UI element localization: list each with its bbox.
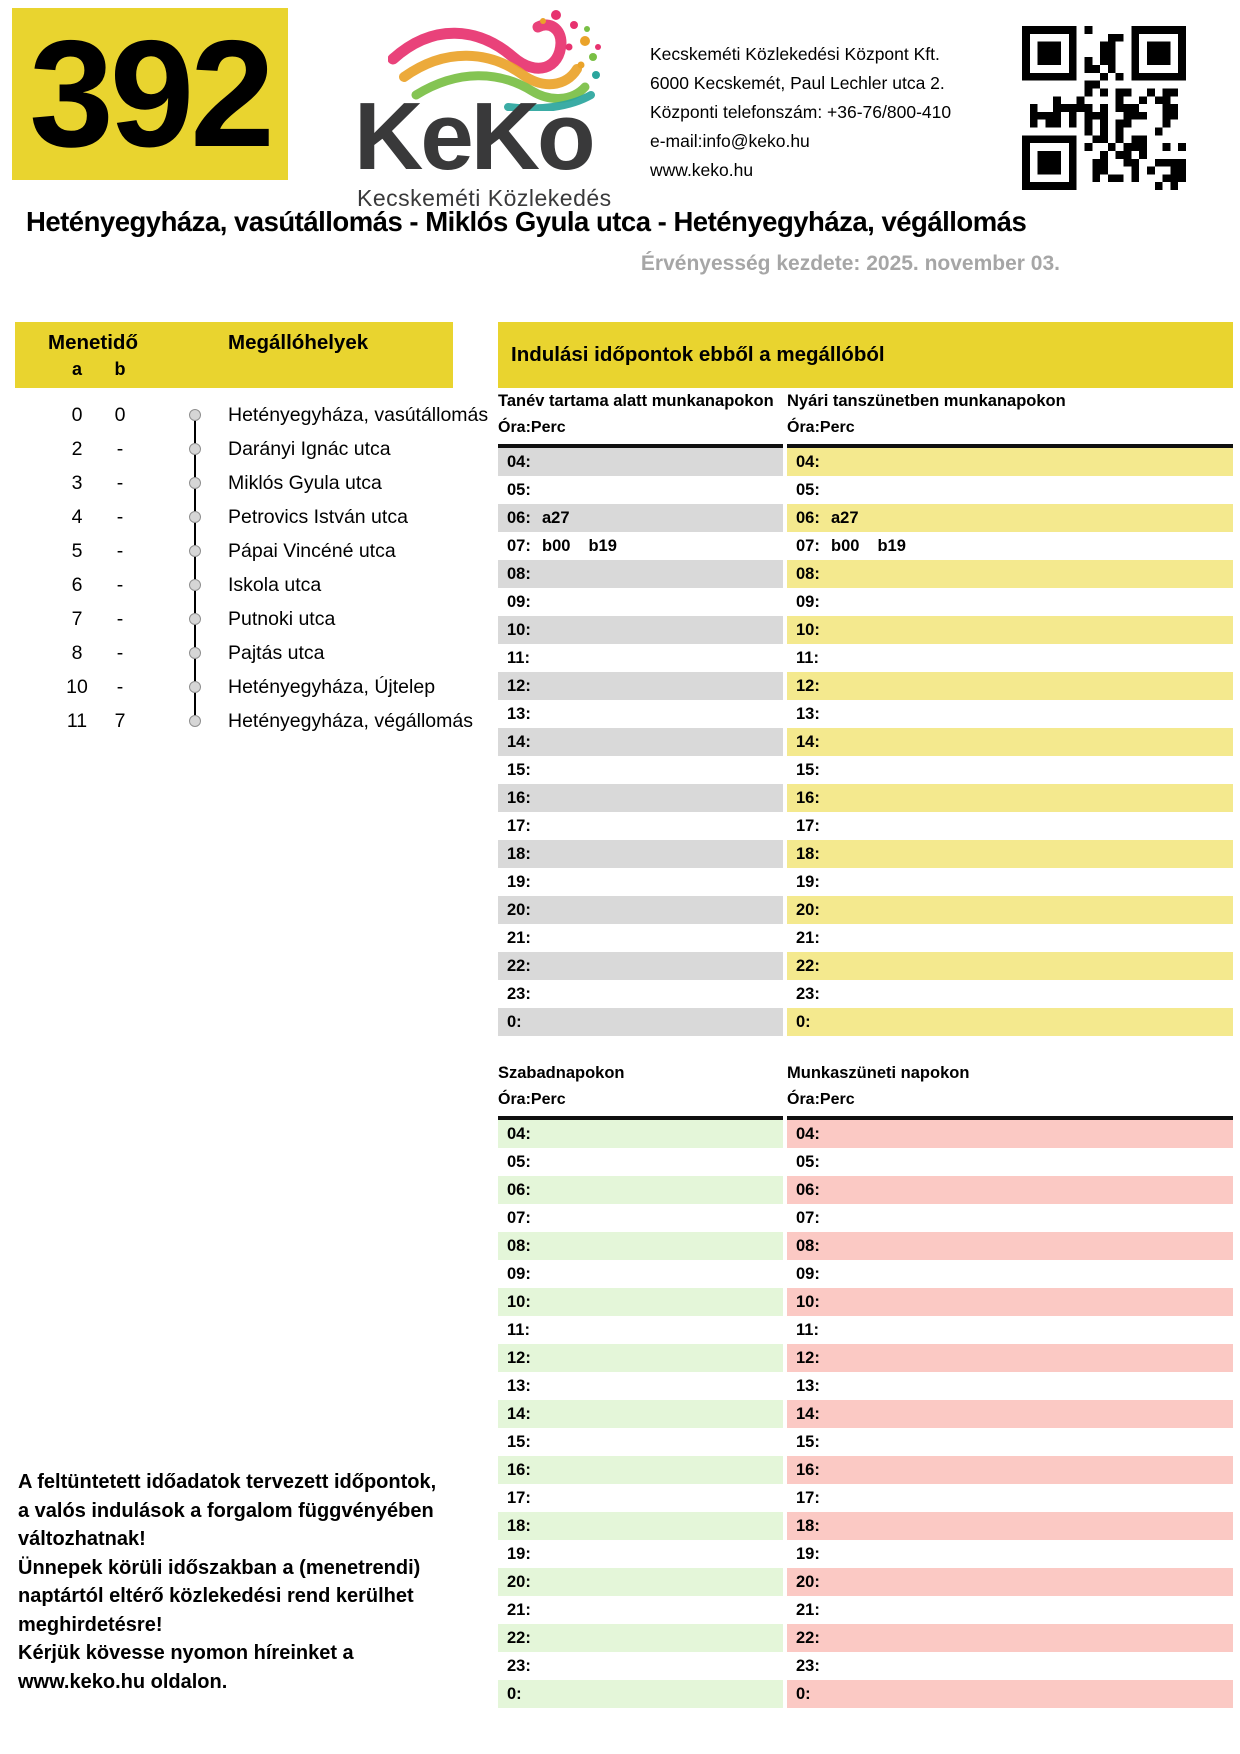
timetable-row [787, 1372, 1233, 1400]
timetable-row [498, 1540, 783, 1568]
hour-label: 04: [507, 453, 531, 471]
travel-time-b: - [116, 676, 124, 698]
timetable-row [787, 1428, 1233, 1456]
hour-label: 17: [796, 817, 820, 835]
hour-label: 13: [796, 1377, 820, 1395]
hour-label: 11: [796, 649, 819, 667]
travel-time-b: - [116, 540, 124, 562]
travel-time-a: 8 [71, 642, 83, 664]
stop-name: Hetényegyháza, vasútállomás [228, 404, 489, 426]
hour-label: 16: [796, 1461, 820, 1479]
timetable-row [787, 1316, 1233, 1344]
company-info-line: e-mail:info@keko.hu [650, 131, 810, 151]
hour-label: 14: [796, 733, 820, 751]
timetable-row [787, 1232, 1233, 1260]
timetable-row [498, 952, 783, 980]
hour-label: 11: [796, 1321, 819, 1339]
hour-label: 08: [796, 565, 820, 583]
timetable-row [498, 1484, 783, 1512]
timetable-row [498, 1624, 783, 1652]
timetable-row [498, 896, 783, 924]
timetable-row [787, 1148, 1233, 1176]
company-info [650, 40, 1010, 185]
travel-time-a: 7 [71, 608, 83, 630]
timetable-row [498, 840, 783, 868]
hour-label: 09: [507, 1265, 531, 1283]
hour-label: 13: [507, 705, 531, 723]
stop-marker-icon [189, 477, 201, 489]
timetable-row [787, 840, 1233, 868]
timetable-row [787, 1512, 1233, 1540]
timetable-row [787, 1680, 1233, 1708]
hour-label: 0: [796, 1685, 811, 1703]
hour-label: 14: [507, 1405, 531, 1423]
timetable-row [498, 504, 783, 532]
timetable-row [498, 616, 783, 644]
timetable-row [498, 1232, 783, 1260]
hour-label: 04: [507, 1125, 531, 1143]
timetable-column [498, 1064, 783, 1708]
timetable-row [787, 448, 1233, 476]
stop-row [15, 636, 453, 670]
timetable-row [787, 1540, 1233, 1568]
timetable-row [787, 812, 1233, 840]
stop-name: Miklós Gyula utca [228, 472, 382, 494]
qr-code [1022, 26, 1186, 190]
stop-marker-icon [189, 443, 201, 455]
timetable-row [498, 1680, 783, 1708]
stop-row [15, 602, 453, 636]
travel-time-b: 7 [114, 710, 126, 732]
timetable-row [498, 1372, 783, 1400]
hour-label: 07: [507, 537, 531, 555]
footnote-line: meghirdetésre! [18, 1613, 163, 1636]
hour-label: 09: [796, 1265, 820, 1283]
stops-header: Megállóhelyek [228, 331, 369, 354]
hour-label: 21: [507, 929, 531, 947]
footnote-line: Kérjük kövesse nyomon híreinket a [18, 1642, 354, 1664]
hour-label: 23: [507, 985, 531, 1003]
hour-label: 13: [507, 1377, 531, 1395]
travel-time-a: 5 [71, 540, 83, 562]
hour-label: 11: [507, 649, 530, 667]
footnote-line: Ünnepek körüli időszakban a (menetrendi) [18, 1556, 421, 1579]
timetable-row [498, 980, 783, 1008]
col-b-label: b [114, 359, 126, 379]
stop-name: Pajtás utca [228, 642, 325, 664]
timetable-row [787, 1484, 1233, 1512]
timetable-row [498, 700, 783, 728]
timetable-row [498, 812, 783, 840]
travel-time-a: 0 [71, 404, 83, 426]
footnote [18, 1468, 458, 1696]
stop-marker-icon [189, 647, 201, 659]
timetable-row [498, 560, 783, 588]
timetable-column [787, 1064, 1233, 1708]
hour-label: 20: [507, 901, 531, 919]
timetable-row [498, 1204, 783, 1232]
stop-row [15, 500, 453, 534]
timetable-row [498, 924, 783, 952]
stop-name: Hetényegyháza, végállomás [228, 710, 473, 732]
hour-label: 18: [796, 845, 820, 863]
stop-row [15, 398, 489, 432]
column-title: Tanév tartama alatt munkanapokon [498, 392, 774, 410]
timetable-row [498, 728, 783, 756]
stops-list [15, 398, 489, 744]
timetable-row [498, 588, 783, 616]
timetable-row [498, 448, 783, 476]
hour-label: 10: [507, 1293, 531, 1311]
timetable-row [787, 1596, 1233, 1624]
timetable-row [787, 756, 1233, 784]
timetable-row [787, 1568, 1233, 1596]
stop-marker-icon [189, 613, 201, 625]
timetable-row [498, 1148, 783, 1176]
travel-time-b: - [116, 472, 124, 494]
timetable-row [498, 476, 783, 504]
hour-label: 08: [507, 1237, 531, 1255]
timetable-row [787, 784, 1233, 812]
hour-label: 12: [507, 1349, 531, 1367]
departure-time: b00 [542, 537, 571, 555]
timetable-row [498, 756, 783, 784]
stop-row [15, 432, 453, 466]
stop-name: Darányi Ignác utca [228, 438, 391, 460]
timetable-row [787, 980, 1233, 1008]
timetable-row [787, 560, 1233, 588]
departure-time: b00 [831, 537, 860, 555]
timetable-row [787, 1120, 1233, 1148]
col-a-label: a [71, 359, 82, 379]
hour-label: 0: [796, 1013, 811, 1031]
hour-label: 18: [507, 845, 531, 863]
hour-label: 10: [796, 621, 820, 639]
stop-row [15, 466, 453, 500]
hour-label: 20: [507, 1573, 531, 1591]
timetable-row [787, 1624, 1233, 1652]
timetable-row [498, 1008, 783, 1036]
departure-time: a27 [831, 509, 859, 527]
timetable-row [787, 644, 1233, 672]
timetable-row [787, 896, 1233, 924]
hour-label: 19: [796, 1545, 820, 1563]
column-title: Munkaszüneti napokon [787, 1064, 970, 1082]
timetable-row [498, 1512, 783, 1540]
hour-label: 12: [796, 677, 820, 695]
hour-label: 06: [507, 1181, 531, 1199]
hour-minute-label: Óra:Perc [498, 1091, 566, 1108]
hour-label: 22: [796, 1629, 820, 1647]
travel-time-a: 2 [71, 438, 83, 460]
hour-label: 08: [507, 565, 531, 583]
departure-rows [787, 1116, 1233, 1708]
timetable-row [787, 476, 1233, 504]
timetable-row [498, 1288, 783, 1316]
hour-label: 07: [507, 1209, 531, 1227]
timetable-row [787, 868, 1233, 896]
departure-rows [787, 444, 1233, 1036]
timetable-row [498, 784, 783, 812]
stop-name: Petrovics István utca [228, 506, 408, 528]
departure-time: b19 [877, 537, 906, 555]
hour-label: 21: [796, 929, 820, 947]
timetable-row [787, 504, 1233, 532]
hour-label: 17: [507, 817, 531, 835]
timetable-row [787, 588, 1233, 616]
timetable-row [787, 700, 1233, 728]
departure-time: b19 [588, 537, 617, 555]
travel-time-a: 3 [71, 472, 83, 494]
company-info-line: 6000 Kecskemét, Paul Lechler utca 2. [650, 73, 945, 93]
departures-panel-header [498, 322, 1233, 388]
footnote-line: változhatnak! [18, 1528, 146, 1550]
hour-label: 06: [796, 1181, 820, 1199]
hour-label: 15: [507, 1433, 531, 1451]
hour-label: 04: [796, 1125, 820, 1143]
hour-label: 22: [507, 1629, 531, 1647]
hour-label: 15: [507, 761, 531, 779]
timetable-row [787, 1176, 1233, 1204]
timetable-row [787, 1204, 1233, 1232]
stop-marker-icon [189, 409, 201, 421]
timetable-column [787, 392, 1233, 1036]
hour-label: 05: [507, 1153, 531, 1171]
hour-label: 09: [507, 593, 531, 611]
timetable-row [787, 1260, 1233, 1288]
stop-marker-icon [189, 681, 201, 693]
travel-time-b: 0 [114, 404, 126, 426]
stop-marker-icon [189, 579, 201, 591]
hour-label: 07: [796, 537, 820, 555]
hour-label: 06: [796, 509, 820, 527]
stop-marker-icon [189, 545, 201, 557]
departure-rows [498, 444, 783, 1036]
travel-time-a: 4 [71, 506, 83, 528]
footnote-line: A feltüntetett időadatok tervezett időpontok, [18, 1471, 437, 1493]
stop-name: Iskola utca [228, 574, 322, 596]
timetable-row [498, 868, 783, 896]
timetable-row [787, 1400, 1233, 1428]
logo-tagline: Kecskeméti Közlekedés [357, 185, 612, 211]
hour-label: 20: [796, 1573, 820, 1591]
keko-logo [330, 5, 650, 211]
hour-label: 06: [507, 509, 531, 527]
hour-label: 0: [507, 1013, 522, 1031]
travel-time-b: - [116, 506, 124, 528]
hour-label: 12: [507, 677, 531, 695]
timetable-row [787, 952, 1233, 980]
hour-minute-label: Óra:Perc [787, 419, 855, 436]
timetable-row [787, 924, 1233, 952]
timetable-row [787, 616, 1233, 644]
hour-label: 11: [507, 1321, 530, 1339]
hour-label: 16: [796, 789, 820, 807]
stop-row [15, 704, 473, 738]
hour-label: 17: [507, 1489, 531, 1507]
hour-label: 05: [507, 481, 531, 499]
hour-label: 22: [796, 957, 820, 975]
hour-minute-label: Óra:Perc [787, 1091, 855, 1108]
hour-minute-label: Óra:Perc [498, 419, 566, 436]
stop-marker-icon [189, 511, 201, 523]
hour-label: 20: [796, 901, 820, 919]
hour-label: 23: [796, 1657, 820, 1675]
timetable-row [787, 1456, 1233, 1484]
travel-time-b: - [116, 642, 124, 664]
hour-label: 21: [507, 1601, 531, 1619]
stop-name: Pápai Vincéné utca [228, 540, 396, 562]
timetable-row [498, 1344, 783, 1372]
hour-label: 0: [507, 1685, 522, 1703]
hour-label: 14: [796, 1405, 820, 1423]
travel-time-b: - [116, 438, 124, 460]
hour-label: 21: [796, 1601, 820, 1619]
hour-label: 19: [507, 873, 531, 891]
stop-row [15, 568, 453, 602]
timetable-row [498, 1400, 783, 1428]
hour-label: 22: [507, 957, 531, 975]
hour-label: 09: [796, 593, 820, 611]
footnote-line: a valós indulások a forgalom függvényében [18, 1499, 434, 1522]
timetable-row [498, 532, 783, 560]
hour-label: 14: [507, 733, 531, 751]
page-title: Hetényegyháza, vasútállomás - Miklós Gyula utca - Hetényegyháza, végállomás [26, 206, 1027, 237]
timetable-row [787, 1288, 1233, 1316]
validity-date: Érvényesség kezdete: 2025. november 03. [640, 252, 1060, 275]
hour-label: 15: [796, 761, 820, 779]
travel-time-b: - [116, 574, 124, 596]
hour-label: 07: [796, 1209, 820, 1227]
hour-label: 05: [796, 1153, 820, 1171]
timetable-row [498, 1456, 783, 1484]
column-title: Szabadnapokon [498, 1064, 625, 1082]
travel-time-b: - [116, 608, 124, 630]
stop-name: Putnoki utca [228, 608, 336, 630]
timetable-row [498, 1428, 783, 1456]
travel-time-a: 11 [66, 710, 88, 732]
hour-label: 08: [796, 1237, 820, 1255]
timetable-row [498, 1316, 783, 1344]
timetable-row [787, 728, 1233, 756]
timetable-row [498, 644, 783, 672]
stop-row [15, 534, 453, 568]
timetable-row [498, 1596, 783, 1624]
hour-label: 16: [507, 1461, 531, 1479]
hour-label: 23: [796, 985, 820, 1003]
company-info-line: Kecskeméti Közlekedési Központ Kft. [650, 44, 940, 64]
timetable-row [787, 1652, 1233, 1680]
hour-label: 15: [796, 1433, 820, 1451]
hour-label: 18: [796, 1517, 820, 1535]
company-info-line: www.keko.hu [650, 160, 754, 180]
timetable-column [498, 392, 783, 1036]
logo-brand-text: KeKo [354, 83, 593, 190]
hour-label: 18: [507, 1517, 531, 1535]
timetable-row [498, 1120, 783, 1148]
stop-row [15, 670, 453, 704]
timetable-row [498, 672, 783, 700]
timetable-row [498, 1568, 783, 1596]
hour-label: 05: [796, 481, 820, 499]
hour-label: 17: [796, 1489, 820, 1507]
footnote-line: naptártól eltérő közlekedési rend kerülhet [18, 1585, 414, 1607]
timetable-row [498, 1260, 783, 1288]
route-number: 392 [29, 9, 271, 179]
stop-name: Hetényegyháza, Újtelep [228, 676, 436, 698]
stops-panel-header [15, 322, 453, 388]
timetable-row [787, 1344, 1233, 1372]
hour-label: 12: [796, 1349, 820, 1367]
timetable-row [498, 1176, 783, 1204]
hour-label: 16: [507, 789, 531, 807]
column-title: Nyári tanszünetben munkanapokon [787, 392, 1066, 410]
travel-time-a: 10 [66, 676, 88, 698]
hour-label: 10: [507, 621, 531, 639]
hour-label: 04: [796, 453, 820, 471]
stop-marker-icon [189, 715, 201, 727]
departures-header-text: Indulási időpontok ebből a megállóból [511, 343, 885, 366]
hour-label: 13: [796, 705, 820, 723]
hour-label: 10: [796, 1293, 820, 1311]
route-number-box [12, 8, 288, 180]
departure-time: a27 [542, 509, 570, 527]
timetable-row [498, 1652, 783, 1680]
footnote-line: www.keko.hu oldalon. [18, 1670, 228, 1693]
hour-label: 19: [796, 873, 820, 891]
timetable-row [787, 672, 1233, 700]
timetable-row [787, 532, 1233, 560]
travel-time-header: Menetidő [48, 331, 138, 354]
departure-rows [498, 1116, 783, 1708]
travel-time-a: 6 [71, 574, 83, 596]
hour-label: 23: [507, 1657, 531, 1675]
timetable-row [787, 1008, 1233, 1036]
hour-label: 19: [507, 1545, 531, 1563]
company-info-line: Központi telefonszám: +36-76/800-410 [650, 102, 952, 122]
